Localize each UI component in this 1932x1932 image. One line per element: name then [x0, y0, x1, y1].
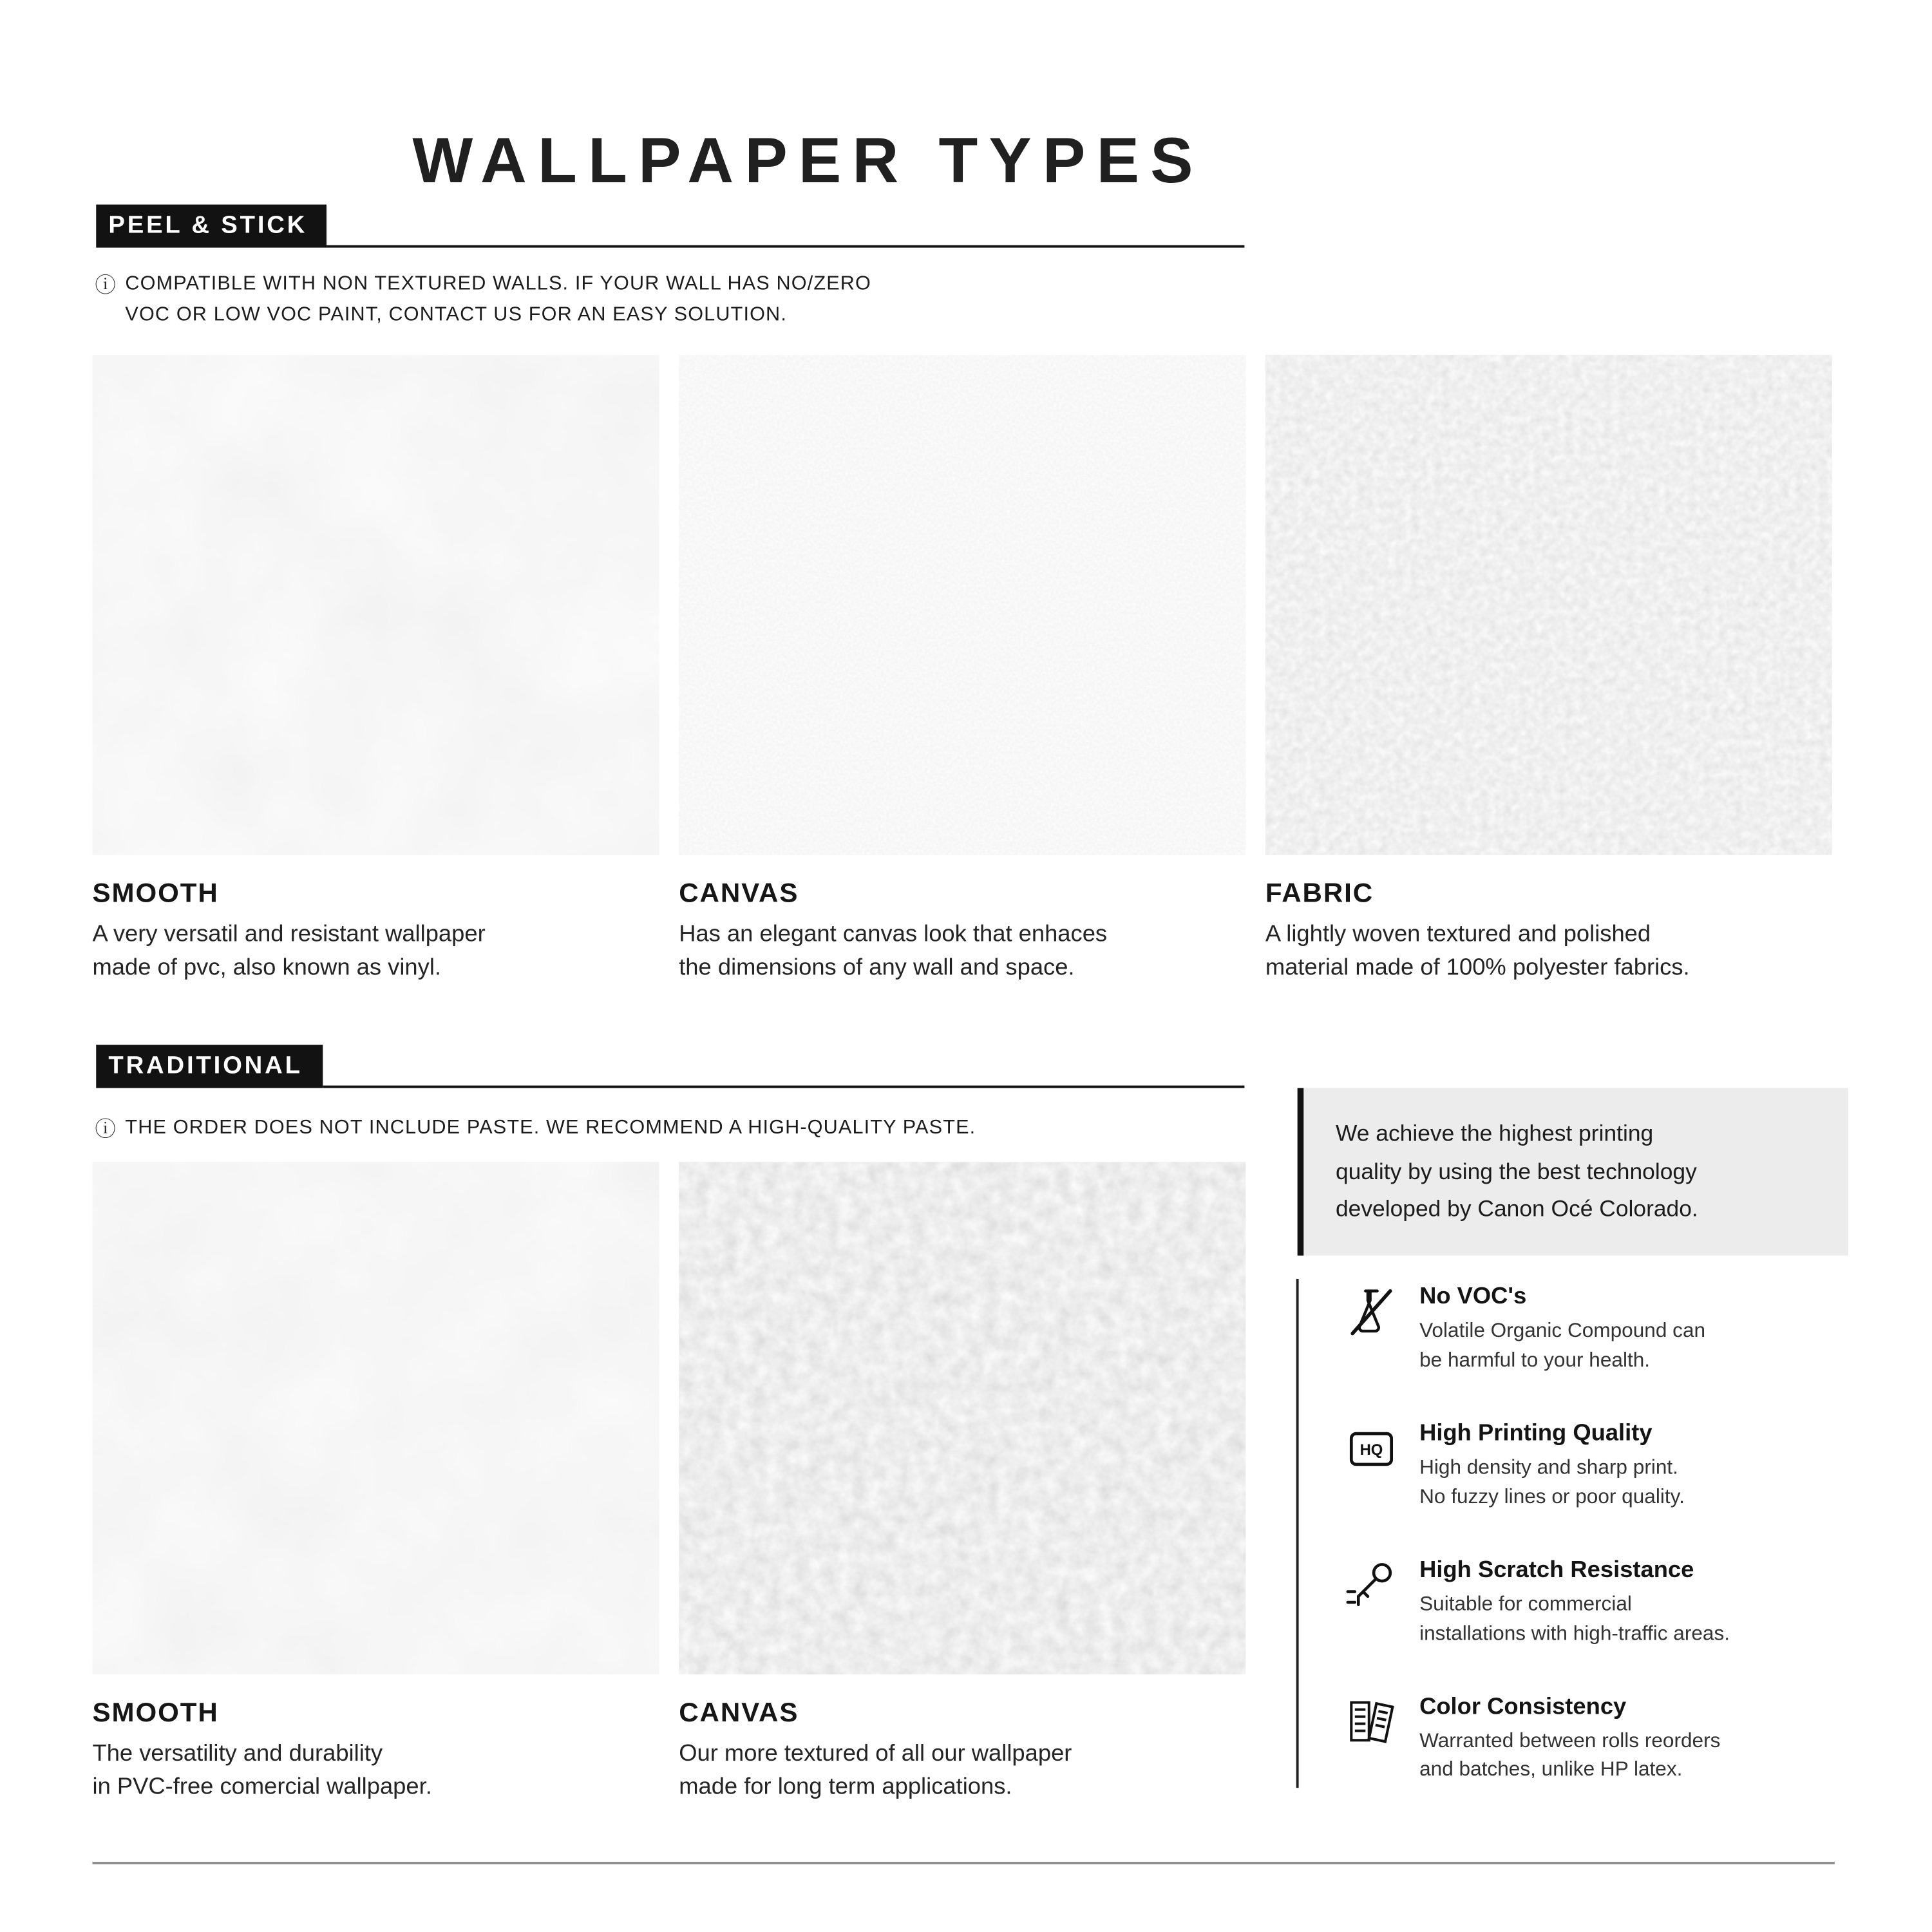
note-line: COMPATIBLE WITH NON TEXTURED WALLS. IF YOUR WALL HAS NO/ZERO — [125, 273, 872, 295]
swatch-title: SMOOTH — [92, 1696, 219, 1728]
feature-title: Color Consistency — [1419, 1693, 1627, 1720]
swatch-title: CANVAS — [679, 1696, 799, 1728]
page-title: WALLPAPER TYPES — [412, 125, 1204, 197]
peel-stick-note — [95, 270, 871, 331]
swatch-desc-line: A very versatil and resistant wallpaper — [92, 922, 486, 948]
swatch-desc-line: in PVC-free comercial wallpaper. — [92, 1774, 432, 1801]
no-voc-icon — [1343, 1284, 1399, 1341]
swatch-peel-fabric — [1265, 355, 1832, 985]
info-icon: ⓘ — [95, 273, 117, 298]
note-line: THE ORDER DOES NOT INCLUDE PASTE. WE RECOMMEND A HIGH-QUALITY PASTE. — [125, 1117, 976, 1139]
key-scratch-icon — [1343, 1557, 1399, 1614]
hq-icon — [1343, 1421, 1399, 1477]
callout-line: developed by Canon Océ Colorado. — [1335, 1195, 1698, 1222]
feature-no-voc — [1299, 1284, 1848, 1376]
swatch-title: CANVAS — [679, 877, 799, 909]
swatch-desc-line: material made of 100% polyester fabrics. — [1265, 954, 1690, 981]
texture-sample-fabric — [1265, 355, 1832, 855]
feature-title: High Scratch Resistance — [1419, 1557, 1694, 1583]
swatch-desc-line: the dimensions of any wall and space. — [679, 954, 1075, 981]
feature-title: High Printing Quality — [1419, 1420, 1653, 1446]
swatch-peel-smooth — [92, 355, 659, 985]
feature-desc-line: Suitable for commercial — [1419, 1593, 1632, 1615]
swatch-desc-line: A lightly woven textured and polished — [1265, 922, 1651, 948]
section-header-peel-stick — [96, 205, 1244, 248]
feature-high-scratch-resistance — [1299, 1557, 1848, 1649]
section-label-peel-stick: PEEL & STICK — [96, 205, 327, 248]
swatch-desc-line: made for long term applications. — [679, 1774, 1012, 1801]
color-swatchbook-icon — [1343, 1694, 1399, 1750]
swatch-traditional-canvas — [679, 1162, 1245, 1805]
section-divider-line — [322, 1086, 1244, 1088]
traditional-swatch-row — [92, 1162, 1245, 1805]
swatch-desc-line: Has an elegant canvas look that enhaces — [679, 922, 1108, 948]
feature-high-printing-quality — [1299, 1421, 1848, 1513]
swatch-desc-line: The versatility and durability — [92, 1741, 383, 1767]
feature-color-consistency — [1299, 1694, 1848, 1786]
swatch-desc-line: made of pvc, also known as vinyl. — [92, 954, 442, 981]
peel-stick-swatch-row — [92, 355, 1832, 985]
callout-line: quality by using the best technology — [1335, 1157, 1697, 1184]
texture-sample-smooth — [92, 355, 659, 855]
info-icon: ⓘ — [95, 1117, 117, 1141]
feature-desc-line: and batches, unlike HP latex. — [1419, 1759, 1683, 1781]
feature-desc-line: Volatile Organic Compound can — [1419, 1320, 1706, 1342]
printing-quality-callout — [1298, 1088, 1848, 1255]
feature-desc-line: installations with high-traffic areas. — [1419, 1622, 1730, 1645]
callout-line: We achieve the highest printing — [1335, 1120, 1654, 1146]
traditional-note — [95, 1114, 976, 1146]
feature-desc-line: be harmful to your health. — [1419, 1349, 1651, 1372]
note-line: VOC OR LOW VOC PAINT, CONTACT US FOR AN EASY SOLUTION. — [125, 304, 787, 325]
feature-list — [1296, 1279, 1848, 1788]
section-label-traditional: TRADITIONAL — [96, 1045, 322, 1088]
feature-desc-line: Warranted between rolls reorders — [1419, 1729, 1721, 1752]
bottom-divider-line — [92, 1862, 1834, 1864]
texture-sample-rough-canvas — [679, 1162, 1245, 1674]
texture-sample-canvas — [679, 355, 1245, 855]
section-divider-line — [327, 245, 1245, 248]
section-header-traditional — [96, 1045, 1244, 1088]
swatch-desc-line: Our more textured of all our wallpaper — [679, 1741, 1072, 1767]
feature-desc-line: High density and sharp print. — [1419, 1456, 1678, 1479]
swatch-title: FABRIC — [1265, 877, 1374, 909]
swatch-traditional-smooth — [92, 1162, 659, 1805]
feature-desc-line: No fuzzy lines or poor quality. — [1419, 1485, 1685, 1508]
feature-title: No VOC's — [1419, 1283, 1527, 1310]
texture-sample-smooth — [92, 1162, 659, 1674]
hq-icon-label: HQ — [1359, 1441, 1383, 1459]
swatch-title: SMOOTH — [92, 877, 219, 909]
swatch-peel-canvas — [679, 355, 1245, 985]
